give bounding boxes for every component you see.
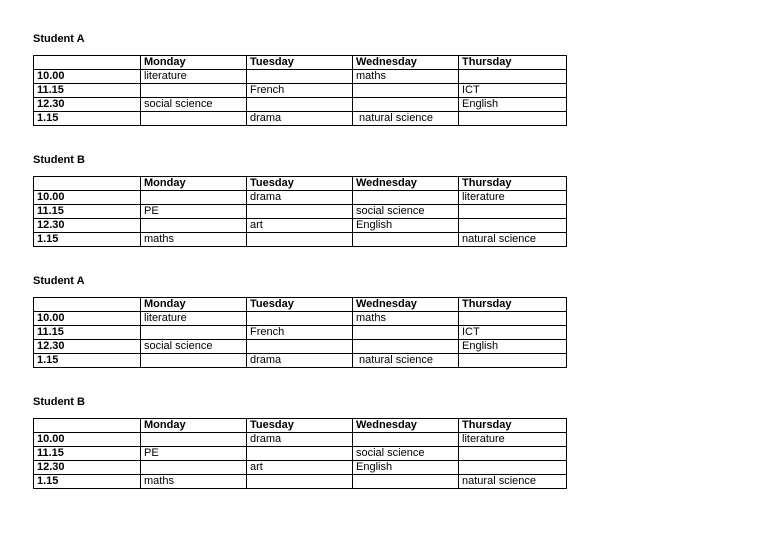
day-header: Thursday [459,419,567,433]
subject-cell: drama [247,354,353,368]
subject-cell [247,98,353,112]
subject-cell [353,475,459,489]
subject-cell: PE [141,205,247,219]
time-cell: 10.00 [34,433,141,447]
day-header: Thursday [459,298,567,312]
subject-cell [353,98,459,112]
subject-cell: drama [247,112,353,126]
subject-cell [141,326,247,340]
day-header: Wednesday [353,298,459,312]
subject-cell [353,340,459,354]
day-header: Tuesday [247,177,353,191]
subject-cell: maths [353,312,459,326]
subject-cell: natural science [353,112,459,126]
corner-cell [34,419,141,433]
student-title: Student A [33,275,85,287]
subject-cell: literature [141,70,247,84]
time-cell: 1.15 [34,354,141,368]
subject-cell [247,312,353,326]
subject-cell [247,233,353,247]
subject-cell: natural science [459,475,567,489]
subject-cell: social science [141,340,247,354]
time-cell: 11.15 [34,447,141,461]
table-row [34,233,567,247]
subject-cell [141,461,247,475]
subject-cell: art [247,461,353,475]
header-row [34,298,567,312]
subject-cell: maths [141,233,247,247]
timetable-table [33,55,567,126]
table-row [34,98,567,112]
subject-cell: drama [247,433,353,447]
day-header: Thursday [459,56,567,70]
student-title: Student B [33,154,85,166]
subject-cell [247,340,353,354]
subject-cell: social science [353,205,459,219]
day-header: Tuesday [247,419,353,433]
time-cell: 12.30 [34,98,141,112]
subject-cell: natural science [353,354,459,368]
corner-cell [34,56,141,70]
day-header: Wednesday [353,177,459,191]
subject-cell [247,70,353,84]
subject-cell: PE [141,447,247,461]
subject-cell [141,191,247,205]
subject-cell: art [247,219,353,233]
subject-cell [459,461,567,475]
day-header: Thursday [459,177,567,191]
table-row [34,219,567,233]
subject-cell: French [247,84,353,98]
time-cell: 10.00 [34,70,141,84]
time-cell: 1.15 [34,233,141,247]
subject-cell [247,447,353,461]
subject-cell: literature [141,312,247,326]
time-cell: 11.15 [34,84,141,98]
table-row [34,112,567,126]
subject-cell: maths [353,70,459,84]
subject-cell: English [459,340,567,354]
subject-cell [353,433,459,447]
subject-cell: literature [459,433,567,447]
timetable-table [33,418,567,489]
time-cell: 10.00 [34,312,141,326]
time-cell: 11.15 [34,205,141,219]
day-header: Monday [141,177,247,191]
time-cell: 12.30 [34,461,141,475]
subject-cell: drama [247,191,353,205]
day-header: Tuesday [247,298,353,312]
subject-cell: English [459,98,567,112]
time-cell: 12.30 [34,219,141,233]
subject-cell [459,354,567,368]
subject-cell [141,354,247,368]
subject-cell [353,84,459,98]
subject-cell: English [353,461,459,475]
subject-cell [141,84,247,98]
table-row [34,475,567,489]
subject-cell: French [247,326,353,340]
table-row [34,84,567,98]
subject-cell: social science [141,98,247,112]
header-row [34,419,567,433]
table-row [34,340,567,354]
table-row [34,205,567,219]
table-row [34,354,567,368]
table-row [34,326,567,340]
subject-cell [459,219,567,233]
subject-cell [459,447,567,461]
subject-cell [459,70,567,84]
student-title: Student A [33,33,85,45]
subject-cell: English [353,219,459,233]
subject-cell: ICT [459,326,567,340]
subject-cell: literature [459,191,567,205]
subject-cell [459,205,567,219]
time-cell: 10.00 [34,191,141,205]
subject-cell [353,233,459,247]
time-cell: 1.15 [34,112,141,126]
subject-cell [141,433,247,447]
corner-cell [34,298,141,312]
subject-cell [141,112,247,126]
table-row [34,433,567,447]
day-header: Tuesday [247,56,353,70]
header-row [34,56,567,70]
subject-cell [353,191,459,205]
subject-cell [247,475,353,489]
subject-cell [353,326,459,340]
subject-cell: social science [353,447,459,461]
timetable-table [33,297,567,368]
day-header: Wednesday [353,419,459,433]
corner-cell [34,177,141,191]
subject-cell: ICT [459,84,567,98]
student-title: Student B [33,396,85,408]
header-row [34,177,567,191]
subject-cell: maths [141,475,247,489]
day-header: Monday [141,419,247,433]
time-cell: 11.15 [34,326,141,340]
table-row [34,191,567,205]
time-cell: 1.15 [34,475,141,489]
subject-cell [459,112,567,126]
subject-cell [141,219,247,233]
timetable-table [33,176,567,247]
day-header: Monday [141,298,247,312]
table-row [34,312,567,326]
time-cell: 12.30 [34,340,141,354]
table-row [34,461,567,475]
subject-cell [459,312,567,326]
table-row [34,70,567,84]
day-header: Wednesday [353,56,459,70]
table-row [34,447,567,461]
subject-cell [247,205,353,219]
subject-cell: natural science [459,233,567,247]
day-header: Monday [141,56,247,70]
